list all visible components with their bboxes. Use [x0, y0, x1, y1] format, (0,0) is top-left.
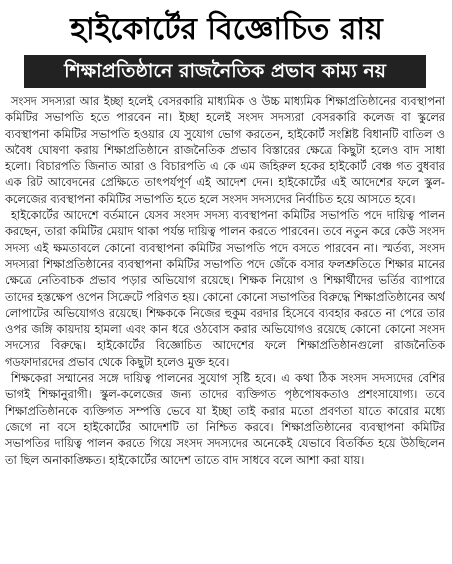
subheadline-banner	[24, 55, 426, 88]
subheadline-text: শিক্ষাপ্রতিষ্ঠানে রাজনৈতিক প্রভাব কাম্য নয়	[64, 60, 386, 82]
article-paragraph-1: সংসদ সদস্যরা আর ইচ্ছা হলেই বেসরকারি মাধ্যমিক ও উচ্চ মাধ্যমিক শিক্ষাপ্রতিষ্ঠানের ব্যবস্থাপনা কমিটির সভাপতি হতে পারবেন না। ইচ্ছা হলেই সংসদ সদস্যরা বেসরকারি কলেজ বা স্কুলের ব্যবস্থাপনা কমিটির সভাপতি হওয়ার যে সুযোগ ভোগ করতেন, হাইকোর্ট সংশ্লিষ্ট বিধানটি বাতিল ও অবৈধ ঘোষণা করায় শিক্ষাপ্রতিষ্ঠানে রাজনৈতিক প্রভাব বিস্তারের ক্ষেত্রে কিছুটা হলেও বাদ সাধা হলো। বিচারপতি জিনাত আরা ও বিচারপতি এ কে এম জহিরুল হকের হাইকোর্ট বেঞ্চ গত বুধবার এক রিট আবেদনের প্রেক্ষিতে তাৎপর্যপূর্ণ এই আদেশ দেন। হাইকোর্টের এই আদেশের ফলে স্কুল-কলেজের ব্যবস্থাপনা কমিটির সভাপতি হতে হলে সংসদ সদস্যদের নির্বাচিত হয়ে আসতে হবে।	[5, 95, 445, 206]
article-body	[5, 94, 445, 560]
article-paragraph-3: শিক্ষকেরা সম্মানের সঙ্গে দায়িত্ব পালনের সুযোগ সৃষ্টি হবে। এ কথা ঠিক সংসদ সদস্যদের বেশির ভাগই শিক্ষানুরাগী। স্কুল-কলেজের জন্য তাদের ব্যক্তিগত পৃষ্ঠপোষকতাও প্রশংসাযোগ্য। তবে শিক্ষাপ্রতিষ্ঠানকে ব্যক্তিগত সম্পত্তি ভেবে যা ইচ্ছা তাই করার মতো প্রবণতা যাতে কারোর মধ্যে জেগে না বসে হাইকোর্টের আদেশটি তা নিশ্চিত করবে। শিক্ষাপ্রতিষ্ঠানের ব্যবস্থাপনা কমিটির সভাপতির দায়িত্ব পালন করতে গিয়ে সংসদ সদস্যদের অনেকেই যেভাবে বিতর্কিত হয়ে উঠছিলেন তা ছিল অনাকাঙ্ক্ষিত। হাইকোর্টের আদেশ তাতে বাদ সাধবে বলে আশা করা যায়।	[5, 372, 445, 467]
article-paragraph-2: হাইকোর্টের আদেশে বর্তমানে যেসব সংসদ সদস্য ব্যবস্থাপনা কমিটির সভাপতি পদে দায়িত্ব পালন করছেন, তারা কমিটির মেয়াদ থাকা পর্যন্ত দায়িত্ব পালন করতে পারবেন। তবে নতুন করে কেউ সংসদ সদস্য এই ক্ষমতাবলে কোনো ব্যবস্থাপনা কমিটির সভাপতি পদে বসতে পারবেন না। স্মর্তব্য, সংসদ সদস্যরা শিক্ষাপ্রতিষ্ঠানের ব্যবস্থাপনা কমিটির সভাপতি পদে জেঁকে বসার ফলশ্রুতিতে শিক্ষার মানের ক্ষেত্রে নেতিবাচক প্রভাব পড়ার অভিযোগ রয়েছে। শিক্ষক নিয়োগ ও শিক্ষার্থীদের ভর্তির ব্যাপারে তাদের হস্তক্ষেপ ওপেন সিক্রেটে পরিণত হয়। কোনো কোনো সভাপতির বিরুদ্ধে শিক্ষাপ্রতিষ্ঠানের অর্থ লোপাটের অভিযোগও রয়েছে। শিক্ষককে নিজের হুকুম বরদার হিসেবে ব্যবহার করতে না পেরে তার ওপর জঙ্গি কায়দায় হামলা এবং কান ধরে ওঠবোস করার অভিযোগও রয়েছে কোনো কোনো সংসদ সদস্যের বিরুদ্ধে। হাইকোর্টের বিজ্ঞোচিত আদেশের ফলে শিক্ষাপ্রতিষ্ঠানগুলো রাজনৈতিক গডফাদারদের প্রভাব থেকে কিছুটা হলেও মুক্ত হবে।	[5, 209, 445, 369]
headline: হাইকোর্টের বিজ্ঞোচিত রায়	[70, 12, 383, 47]
